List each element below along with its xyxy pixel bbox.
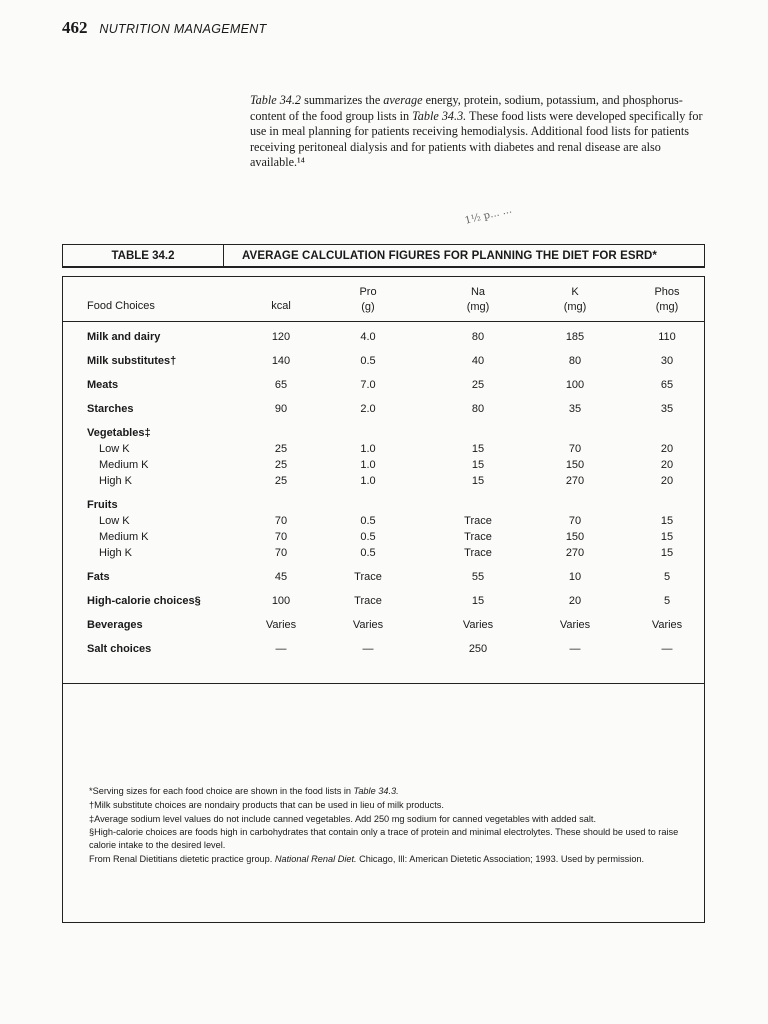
cell-phos: 15 xyxy=(660,531,674,543)
col-header-na-label: Na xyxy=(470,286,486,298)
row-name: Starches xyxy=(87,403,134,415)
row-name: Medium K xyxy=(99,531,149,543)
row-name: Beverages xyxy=(87,619,143,631)
cell-pro: — xyxy=(362,643,374,655)
cell-pro: 1.0 xyxy=(360,459,376,471)
cell-kcal: 25 xyxy=(274,459,288,471)
table-row xyxy=(63,355,704,371)
cell-kcal: 25 xyxy=(274,475,288,487)
col-header-na xyxy=(448,285,508,315)
cell-kcal: 25 xyxy=(274,443,288,455)
cell-na: 250 xyxy=(468,643,488,655)
table-row xyxy=(63,427,704,443)
cell-kcal: Varies xyxy=(265,619,297,631)
cell-kcal: 45 xyxy=(274,571,288,583)
footnote-serving-sizes xyxy=(89,785,689,798)
cell-kcal: 120 xyxy=(271,331,291,343)
table-row xyxy=(63,571,704,587)
cell-pro: 0.5 xyxy=(360,355,376,367)
cell-kcal: 90 xyxy=(274,403,288,415)
cell-na: 15 xyxy=(471,475,485,487)
cell-k: 20 xyxy=(568,595,582,607)
intro-emphasis: average xyxy=(383,93,423,107)
table-label: TABLE 34.2 xyxy=(63,245,224,266)
row-name: Salt choices xyxy=(87,643,152,655)
col-header-na-unit: (mg) xyxy=(466,301,490,313)
row-name: High-calorie choices§ xyxy=(87,595,201,607)
col-header-phos-unit: (mg) xyxy=(655,301,679,313)
cell-phos: 65 xyxy=(660,379,674,391)
cell-k: 270 xyxy=(565,547,585,559)
page-header xyxy=(62,18,267,38)
table-row xyxy=(63,499,704,515)
cell-kcal: 70 xyxy=(274,547,288,559)
source-title: National Renal Diet. xyxy=(274,853,357,864)
nutrition-table xyxy=(62,276,705,923)
table-caption xyxy=(62,244,705,268)
col-header-pro xyxy=(338,285,398,315)
running-title: NUTRITION MANAGEMENT xyxy=(99,22,267,36)
table-row xyxy=(63,379,704,395)
cell-k: 70 xyxy=(568,515,582,527)
cell-na: 40 xyxy=(471,355,485,367)
cell-pro: Varies xyxy=(352,619,384,631)
footnote-text: *Serving sizes for each food choice are shown in the food lists in xyxy=(89,786,354,796)
cell-phos: 20 xyxy=(660,459,674,471)
page-number: 462 xyxy=(62,18,88,37)
row-name: Medium K xyxy=(99,459,149,471)
col-header-k-label: K xyxy=(571,286,579,298)
cell-na: Varies xyxy=(462,619,494,631)
intro-paragraph xyxy=(250,93,718,171)
cell-k: 100 xyxy=(565,379,585,391)
intro-table-ref-2: Table 34.3. xyxy=(412,108,467,123)
row-name: Low K xyxy=(99,443,130,455)
cell-kcal: — xyxy=(275,643,287,655)
table-row xyxy=(63,459,704,475)
cell-pro: Trace xyxy=(354,595,382,607)
cell-pro: Trace xyxy=(354,571,382,583)
col-header-food: Food Choices xyxy=(87,300,155,312)
body-bottom-rule xyxy=(63,683,704,684)
cell-k: 35 xyxy=(568,403,582,415)
cell-pro: 1.0 xyxy=(360,475,376,487)
footnote-sodium: ‡Average sodium level values do not include canned vegetables. Add 250 mg sodium for canned vegetables with added salt. xyxy=(89,813,597,824)
cell-k: 150 xyxy=(565,531,585,543)
table-row xyxy=(63,515,704,531)
cell-phos: 110 xyxy=(658,331,676,343)
cell-na: 80 xyxy=(471,403,485,415)
footnote-high-calorie: §High-calorie choices are foods high in carbohydrates that contain only a trace of protein and minimal electrolytes. These should be used to raise calorie intake to the desired level. xyxy=(89,827,679,851)
cell-na: 80 xyxy=(471,331,485,343)
cell-na: 55 xyxy=(471,571,485,583)
cell-phos: 15 xyxy=(660,547,674,559)
cell-k: 80 xyxy=(568,355,582,367)
cell-na: 15 xyxy=(471,595,485,607)
cell-k: 70 xyxy=(568,443,582,455)
footnote-source xyxy=(89,853,689,866)
cell-phos: 20 xyxy=(660,475,674,487)
col-header-kcal: kcal xyxy=(271,300,291,312)
intro-text-a: summarizes the xyxy=(301,93,384,107)
handwritten-annotation: 1½ p... ... xyxy=(463,204,513,227)
cell-phos: 5 xyxy=(663,595,671,607)
cell-na: Trace xyxy=(464,547,492,559)
cell-kcal: 65 xyxy=(274,379,288,391)
cell-pro: 0.5 xyxy=(360,531,376,543)
cell-phos: 5 xyxy=(663,571,671,583)
table-row xyxy=(63,531,704,547)
cell-pro: 1.0 xyxy=(360,443,376,455)
row-name: Meats xyxy=(87,379,119,391)
col-header-phos xyxy=(637,285,697,315)
cell-pro: 0.5 xyxy=(360,515,376,527)
table-row xyxy=(63,547,704,563)
col-header-pro-label: Pro xyxy=(359,286,377,298)
table-row xyxy=(63,443,704,459)
cell-k: 10 xyxy=(568,571,582,583)
table-row xyxy=(63,643,704,659)
row-name: Milk substitutes† xyxy=(87,355,177,367)
source-text-a: From Renal Dietitians dietetic practice group. xyxy=(89,853,275,864)
table-row xyxy=(63,619,704,635)
footnote-milk-substitutes: †Milk substitute choices are nondairy products that can be used in lieu of milk products. xyxy=(89,799,444,810)
cell-k: 270 xyxy=(565,475,585,487)
cell-na: 15 xyxy=(471,459,485,471)
cell-k: 185 xyxy=(565,331,585,343)
cell-na: Trace xyxy=(464,531,492,543)
cell-k: 150 xyxy=(565,459,585,471)
cell-pro: 7.0 xyxy=(360,379,376,391)
cell-kcal: 70 xyxy=(274,531,288,543)
cell-phos: 30 xyxy=(660,355,674,367)
source-text-b: Chicago, Ill: American Dietetic Association; 1993. Used by permission. xyxy=(356,853,645,864)
table-footnotes xyxy=(89,785,689,867)
table-row xyxy=(63,403,704,419)
cell-k: — xyxy=(569,643,581,655)
cell-kcal: 140 xyxy=(271,355,291,367)
cell-phos: Varies xyxy=(651,619,683,631)
row-name: Fats xyxy=(87,571,110,583)
row-group-name: Fruits xyxy=(87,499,118,511)
col-header-phos-label: Phos xyxy=(654,286,680,298)
row-name: Milk and dairy xyxy=(87,331,161,343)
table-row xyxy=(63,595,704,611)
cell-na: Trace xyxy=(464,515,492,527)
row-name: High K xyxy=(99,547,133,559)
cell-phos: 15 xyxy=(660,515,674,527)
row-name: Low K xyxy=(99,515,130,527)
table-row xyxy=(63,475,704,491)
row-name: High K xyxy=(99,475,133,487)
cell-phos: — xyxy=(661,643,673,655)
header-rule xyxy=(63,321,704,322)
footnote-table-ref: Table 34.3. xyxy=(353,786,399,796)
row-group-name: Vegetables‡ xyxy=(87,427,151,439)
table-title: AVERAGE CALCULATION FIGURES FOR PLANNING THE DIET FOR ESRD* xyxy=(242,249,658,262)
cell-phos: 35 xyxy=(660,403,674,415)
cell-pro: 0.5 xyxy=(360,547,376,559)
intro-text-c: These food lists were developed specifically for use in meal planning for patients receiving hemodialysis. Additional food lists for patients receiving peritoneal dialysis and for patients with diabetes and renal disease are also available.¹⁴ xyxy=(250,108,703,170)
cell-k: Varies xyxy=(559,619,591,631)
cell-pro: 2.0 xyxy=(360,403,376,415)
cell-kcal: 70 xyxy=(274,515,288,527)
cell-na: 15 xyxy=(471,443,485,455)
col-header-pro-unit: (g) xyxy=(361,301,375,313)
col-header-k xyxy=(545,285,605,315)
cell-phos: 20 xyxy=(660,443,674,455)
cell-na: 25 xyxy=(471,379,485,391)
cell-kcal: 100 xyxy=(271,595,291,607)
cell-pro: 4.0 xyxy=(360,331,376,343)
intro-table-ref: Table 34.2 xyxy=(250,93,302,107)
col-header-k-unit: (mg) xyxy=(563,301,587,313)
table-row xyxy=(63,331,704,347)
intro-text-b: energy, protein, sodium, potassium, and phosphorus-content of the food group lists in xyxy=(250,93,683,123)
